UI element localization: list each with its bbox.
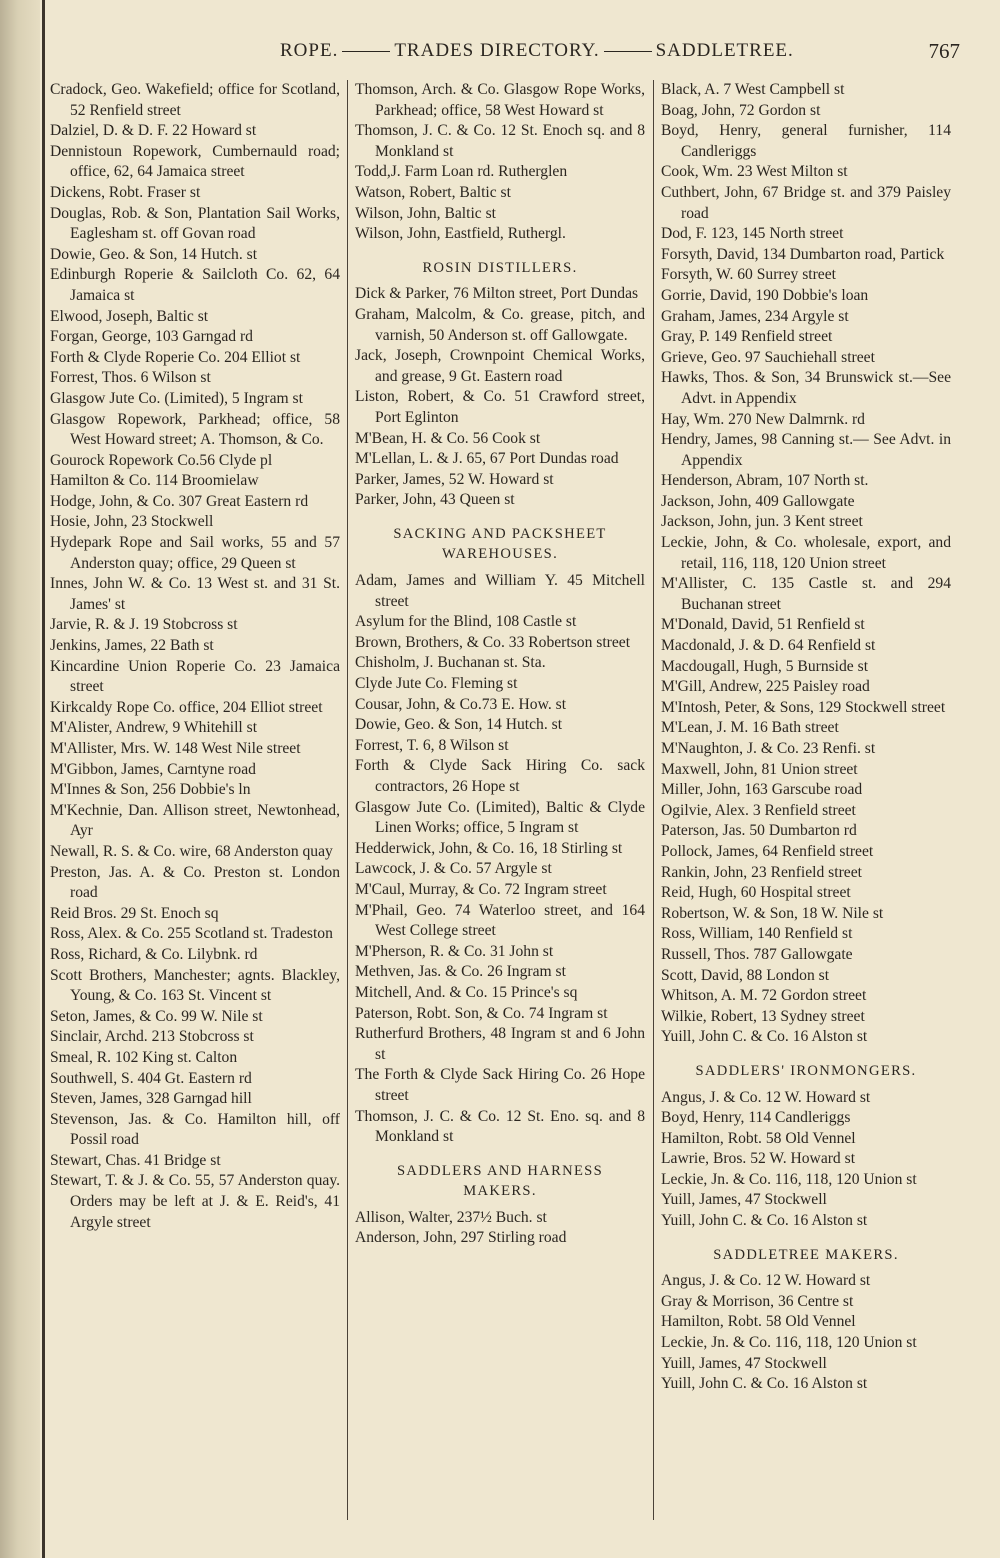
directory-entry: Hosie, John, 23 Stockwell: [50, 513, 214, 531]
directory-entry: M'Allister, C. 135 Castle st. and 294 Buchanan street: [661, 575, 951, 613]
directory-entry: Paterson, Robt. Son, & Co. 74 Ingram st: [355, 1004, 608, 1022]
directory-entry: M'Gill, Andrew, 225 Paisley road: [661, 678, 870, 696]
directory-entry: Stewart, T. & J. & Co. 55, 57 Anderston quay. Orders may be left at J. & E. Reid's, 41 Argyle street: [50, 1172, 340, 1231]
directory-entry: Methven, Jas. & Co. 26 Ingram st: [355, 963, 566, 981]
directory-entry: M'Kechnie, Dan. Allison street, Newtonhead, Ayr: [50, 801, 340, 840]
header-right: SADDLETREE.: [655, 40, 794, 61]
directory-entry: Seton, James, & Co. 99 W. Nile st: [50, 1007, 263, 1025]
directory-entry: Wilkie, Robert, 13 Sydney street: [661, 1007, 865, 1025]
directory-entry: Thomson, J. C. & Co. 12 St. Enoch sq. and 8 Monkland st: [355, 122, 645, 160]
directory-entry: Forrest, Thos. 6 Wilson st: [50, 369, 211, 387]
directory-entry: Cousar, John, & Co.73 E. How. st: [355, 695, 567, 713]
directory-entry: Parker, John, 43 Queen st: [355, 491, 515, 509]
directory-entry: Leckie, John, & Co. wholesale, export, and retail, 116, 118, 120 Union street: [661, 534, 951, 572]
binding-rule: [42, 0, 45, 1558]
directory-entry: Glasgow Jute Co. (Limited), Baltic & Clyde Linen Works; office, 5 Ingram st: [355, 798, 645, 837]
directory-entry: Macdougall, Hugh, 5 Burnside st: [661, 657, 869, 675]
directory-entry: Pollock, James, 64 Renfield street: [661, 842, 874, 860]
directory-entry: Wilson, John, Baltic st: [355, 204, 497, 222]
directory-entry: Yuill, John C. & Co. 16 Alston st: [661, 1212, 868, 1230]
binding-gutter: [0, 0, 40, 1558]
directory-entry: M'Donald, David, 51 Renfield st: [661, 616, 865, 634]
section-heading: ROSIN DISTILLERS.: [422, 259, 578, 276]
directory-column-3: [661, 80, 951, 1525]
directory-entry: Gray, P. 149 Renfield street: [661, 328, 833, 346]
section-heading: SADDLERS AND HARNESS MAKERS.: [396, 1162, 604, 1200]
directory-entry: Cuthbert, John, 67 Bridge st. and 379 Paisley road: [661, 183, 951, 222]
directory-entry: Ross, Alex. & Co. 255 Scotland st. Tradeston: [50, 925, 333, 943]
directory-entry: Forsyth, W. 60 Surrey street: [661, 266, 836, 284]
directory-entry: Glasgow Ropework, Parkhead; office, 58 West Howard street; A. Thomson, & Co.: [50, 410, 340, 449]
directory-entry: Leckie, Jn. & Co. 116, 118, 120 Union st: [661, 1334, 917, 1352]
directory-entry: M'Intosh, Peter, & Sons, 129 Stockwell street: [661, 698, 946, 716]
header-middle: TRADES DIRECTORY.: [394, 40, 600, 61]
directory-entry: Jackson, John, 409 Gallowgate: [661, 492, 855, 510]
directory-entry: Innes, John W. & Co. 13 West st. and 31 St. James' st: [50, 575, 340, 613]
directory-entry: Ross, Richard, & Co. Lilybnk. rd: [50, 945, 258, 963]
directory-entry: Kincardine Union Roperie Co. 23 Jamaica street: [50, 657, 340, 696]
directory-entry: Douglas, Rob. & Son, Plantation Sail Works, Eaglesham st. off Govan road: [50, 204, 340, 243]
directory-entry: Hay, Wm. 270 New Dalmrnk. rd: [661, 410, 865, 428]
directory-entry: Ogilvie, Alex. 3 Renfield street: [661, 801, 856, 819]
directory-entry: M'Lean, J. M. 16 Bath street: [661, 719, 839, 737]
directory-entry: Hendry, James, 98 Canning st.— See Advt. in Appendix: [661, 431, 951, 469]
directory-entry: Preston, Jas. A. & Co. Preston st. London road: [50, 863, 340, 902]
directory-entry: Graham, James, 234 Argyle st: [661, 307, 849, 325]
directory-entry: Lawcock, J. & Co. 57 Argyle st: [355, 860, 552, 878]
directory-entry: Cook, Wm. 23 West Milton st: [661, 163, 848, 181]
directory-entry: Graham, Malcolm, & Co. grease, pitch, and varnish, 50 Anderson st. off Gallowgate.: [355, 305, 645, 344]
directory-entry: Russell, Thos. 787 Gallowgate: [661, 945, 853, 963]
directory-entry: Forrest, T. 6, 8 Wilson st: [355, 736, 509, 754]
directory-entry: Grieve, Geo. 97 Sauchiehall street: [661, 348, 875, 366]
directory-entry: Forth & Clyde Sack Hiring Co. sack contractors, 26 Hope st: [355, 757, 645, 795]
directory-entry: Reid Bros. 29 St. Enoch sq: [50, 904, 219, 922]
directory-entry: Dick & Parker, 76 Milton street, Port Dundas: [355, 285, 639, 303]
directory-entry: Dod, F. 123, 145 North street: [661, 225, 844, 243]
directory-entry: Brown, Brothers, & Co. 33 Robertson street: [355, 633, 631, 651]
directory-entry: Yuill, James, 47 Stockwell: [661, 1354, 827, 1372]
directory-entry: Whitson, A. M. 72 Gordon street: [661, 987, 867, 1005]
directory-entry: Maxwell, John, 81 Union street: [661, 760, 858, 778]
directory-entry: Mitchell, And. & Co. 15 Prince's sq: [355, 983, 578, 1001]
column-divider: [653, 80, 654, 1520]
directory-entry: The Forth & Clyde Sack Hiring Co. 26 Hope street: [355, 1066, 645, 1104]
section-heading: SADDLERS' IRONMONGERS.: [695, 1062, 917, 1079]
directory-entry: Hedderwick, John, & Co. 16, 18 Stirling st: [355, 839, 623, 857]
directory-entry: Newall, R. S. & Co. wire, 68 Anderston quay: [50, 842, 333, 860]
directory-entry: M'Caul, Murray, & Co. 72 Ingram street: [355, 880, 607, 898]
directory-entry: Angus, J. & Co. 12 W. Howard st: [661, 1088, 871, 1106]
directory-entry: Leckie, Jn. & Co. 116, 118, 120 Union st: [661, 1170, 917, 1188]
directory-entry: Yuill, John C. & Co. 16 Alston st: [661, 1375, 868, 1393]
directory-entry: M'Innes & Son, 256 Dobbie's ln: [50, 781, 251, 799]
directory-entry: Cradock, Geo. Wakefield; office for Scotland, 52 Renfield street: [50, 81, 340, 119]
directory-entry: Thomson, Arch. & Co. Glasgow Rope Works, Parkhead; office, 58 West Howard st: [355, 81, 645, 119]
header-left: ROPE.: [280, 40, 339, 61]
directory-entry: M'Allister, Mrs. W. 148 West Nile street: [50, 740, 301, 757]
directory-entry: M'Gibbon, James, Carntyne road: [50, 760, 256, 778]
directory-entry: Hodge, John, & Co. 307 Great Eastern rd: [50, 492, 309, 510]
directory-entry: Sinclair, Archd. 213 Stobcross st: [50, 1028, 254, 1046]
directory-entry: Scott Brothers, Manchester; agnts. Blackley, Young, & Co. 163 St. Vincent st: [50, 966, 340, 1005]
directory-entry: Hamilton, Robt. 58 Old Vennel: [661, 1313, 856, 1331]
directory-entry: Edinburgh Roperie & Sailcloth Co. 62, 64 Jamaica st: [50, 266, 340, 304]
directory-entry: Stewart, Chas. 41 Bridge st: [50, 1151, 221, 1169]
section-heading: SACKING AND PACKSHEET WAREHOUSES.: [393, 525, 607, 563]
directory-entry: Jenkins, James, 22 Bath st: [50, 637, 214, 655]
directory-entry: Jarvie, R. & J. 19 Stobcross st: [50, 616, 238, 634]
section-heading: SADDLETREE MAKERS.: [713, 1246, 899, 1263]
directory-entry: Hamilton, Robt. 58 Old Vennel: [661, 1129, 856, 1147]
directory-entry: Scott, David, 88 London st: [661, 966, 830, 984]
directory-entry: M'Lellan, L. & J. 65, 67 Port Dundas road: [355, 450, 619, 468]
directory-entry: M'Naughton, J. & Co. 23 Renfi. st: [661, 740, 876, 757]
header-dash: [604, 51, 652, 52]
directory-entry: Yuill, James, 47 Stockwell: [661, 1191, 827, 1209]
directory-entry: Rutherfurd Brothers, 48 Ingram st and 6 John st: [355, 1025, 645, 1063]
running-header: [280, 36, 820, 66]
header-dash: [342, 51, 390, 52]
directory-entry: Jack, Joseph, Crownpoint Chemical Works, and grease, 9 Gt. Eastern road: [355, 347, 645, 385]
directory-entry: Paterson, Jas. 50 Dumbarton rd: [661, 822, 857, 840]
directory-entry: Wilson, John, Eastfield, Ruthergl.: [355, 225, 566, 243]
directory-entry: Robertson, W. & Son, 18 W. Nile st: [661, 904, 884, 922]
directory-entry: Forgan, George, 103 Garngad rd: [50, 328, 253, 346]
directory-column-2: [355, 80, 645, 1525]
directory-entry: Southwell, S. 404 Gt. Eastern rd: [50, 1069, 252, 1087]
directory-entry: Yuill, John C. & Co. 16 Alston st: [661, 1028, 868, 1046]
directory-entry: Anderson, John, 297 Stirling road: [355, 1229, 567, 1247]
directory-entry: Adam, James and William Y. 45 Mitchell street: [355, 572, 645, 610]
directory-entry: Steven, James, 328 Garngad hill: [50, 1090, 252, 1108]
directory-entry: Gray & Morrison, 36 Centre st: [661, 1292, 854, 1310]
directory-entry: Boyd, Henry, 114 Candleriggs: [661, 1109, 851, 1127]
directory-entry: Dowie, Geo. & Son, 14 Hutch. st: [50, 245, 258, 263]
directory-entry: Kirkcaldy Rope Co. office, 204 Elliot street: [50, 698, 323, 716]
directory-entry: Watson, Robert, Baltic st: [355, 183, 511, 201]
directory-entry: M'Phail, Geo. 74 Waterloo street, and 164 West College street: [355, 901, 645, 940]
directory-entry: Lawrie, Bros. 52 W. Howard st: [661, 1150, 856, 1168]
directory-entry: Macdonald, J. & D. 64 Renfield st: [661, 637, 876, 655]
directory-entry: Hydepark Rope and Sail works, 55 and 57 Anderston quay; office, 29 Queen st: [50, 534, 340, 572]
directory-entry: Rankin, John, 23 Renfield street: [661, 863, 862, 881]
directory-entry: Dickens, Robt. Fraser st: [50, 183, 201, 201]
directory-entry: Gourock Ropework Co.56 Clyde pl: [50, 451, 273, 469]
directory-entry: Boyd, Henry, general furnisher, 114 Candleriggs: [661, 122, 951, 160]
directory-entry: Liston, Robert, & Co. 51 Crawford street, Port Eglinton: [355, 388, 645, 426]
directory-entry: Reid, Hugh, 60 Hospital street: [661, 884, 851, 902]
directory-entry: Allison, Walter, 237½ Buch. st: [355, 1208, 547, 1226]
directory-entry: Boag, John, 72 Gordon st: [661, 101, 821, 119]
directory-entry: Smeal, R. 102 King st. Calton: [50, 1048, 238, 1066]
directory-entry: Hawks, Thos. & Son, 34 Brunswick st.—See Advt. in Appendix: [661, 369, 951, 407]
directory-entry: Hamilton & Co. 114 Broomielaw: [50, 472, 259, 490]
page-number: 767: [928, 39, 960, 63]
directory-entry: Dennistoun Ropework, Cumbernauld road; office, 62, 64 Jamaica street: [50, 142, 340, 181]
directory-entry: Asylum for the Blind, 108 Castle st: [355, 613, 577, 631]
directory-entry: Gorrie, David, 190 Dobbie's loan: [661, 286, 869, 304]
directory-entry: Henderson, Abram, 107 North st.: [661, 472, 869, 490]
directory-entry: Forth & Clyde Roperie Co. 204 Elliot st: [50, 348, 301, 366]
directory-entry: Glasgow Jute Co. (Limited), 5 Ingram st: [50, 389, 303, 407]
directory-entry: M'Alister, Andrew, 9 Whitehill st: [50, 719, 258, 737]
directory-entry: M'Pherson, R. & Co. 31 John st: [355, 942, 554, 960]
directory-entry: Black, A. 7 West Campbell st: [661, 81, 845, 98]
directory-entry: Miller, John, 163 Garscube road: [661, 781, 863, 799]
directory-entry: Stevenson, Jas. & Co. Hamilton hill, off Possil road: [50, 1110, 340, 1149]
directory-entry: Angus, J. & Co. 12 W. Howard st: [661, 1272, 871, 1290]
directory-entry: Elwood, Joseph, Baltic st: [50, 307, 209, 325]
directory-entry: Dowie, Geo. & Son, 14 Hutch. st: [355, 716, 563, 734]
directory-entry: M'Bean, H. & Co. 56 Cook st: [355, 429, 541, 447]
directory-entry: Thomson, J. C. & Co. 12 St. Eno. sq. and 8 Monkland st: [355, 1107, 645, 1146]
directory-entry: Dalziel, D. & D. F. 22 Howard st: [50, 122, 257, 140]
directory-entry: Chisholm, J. Buchanan st. Sta.: [355, 654, 546, 672]
column-divider: [347, 80, 348, 1520]
directory-entry: Forsyth, David, 134 Dumbarton road, Partick: [661, 245, 945, 263]
directory-entry: Todd,J. Farm Loan rd. Rutherglen: [355, 163, 568, 181]
directory-column-1: [50, 80, 340, 1525]
directory-entry: Clyde Jute Co. Fleming st: [355, 675, 518, 693]
directory-entry: Jackson, John, jun. 3 Kent street: [661, 513, 863, 531]
directory-entry: Parker, James, 52 W. Howard st: [355, 470, 554, 488]
directory-entry: Ross, William, 140 Renfield st: [661, 925, 853, 943]
